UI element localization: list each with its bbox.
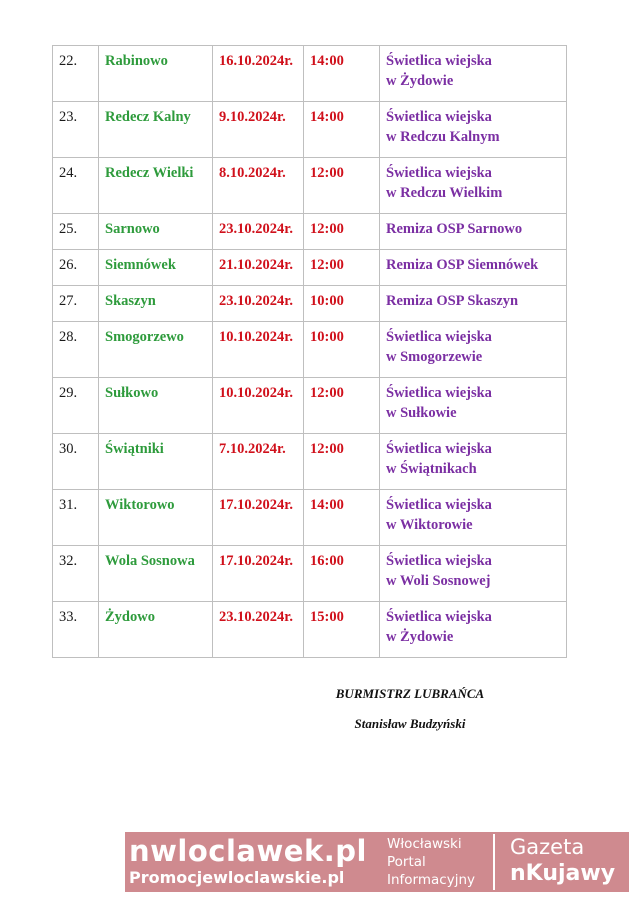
row-number: 29. [53, 378, 99, 434]
row-number: 30. [53, 434, 99, 490]
row-number: 26. [53, 250, 99, 286]
meeting-place [380, 378, 567, 434]
table-row [53, 434, 567, 490]
table-row [53, 322, 567, 378]
row-number: 25. [53, 214, 99, 250]
meeting-time: 10:00 [304, 322, 380, 378]
meeting-place [380, 434, 567, 490]
row-number: 24. [53, 158, 99, 214]
meeting-place-line: Świetlica wiejska [386, 329, 492, 345]
meeting-place [380, 286, 567, 322]
meeting-place-line: w Sułkowie [386, 405, 457, 421]
meeting-time: 14:00 [304, 490, 380, 546]
meeting-place-line: Świetlica wiejska [386, 441, 492, 457]
meeting-place-line: w Redczu Wielkim [386, 185, 503, 201]
mayor-name: Stanisław Budzyński [354, 716, 466, 731]
meeting-date: 10.10.2024r. [213, 322, 304, 378]
village-name: Redecz Wielki [99, 158, 213, 214]
meeting-time: 12:00 [304, 158, 380, 214]
table-row [53, 378, 567, 434]
meeting-place-line: w Woli Sosnowej [386, 573, 491, 589]
table-row [53, 286, 567, 322]
table-row [53, 158, 567, 214]
meeting-date: 10.10.2024r. [213, 378, 304, 434]
meeting-place-line: Świetlica wiejska [386, 165, 492, 181]
meeting-place [380, 102, 567, 158]
meeting-place-line: Świetlica wiejska [386, 609, 492, 625]
row-number: 22. [53, 46, 99, 102]
schedule-table-body [53, 46, 567, 658]
banner-promo[interactable]: Promocjewloclawskie.pl [129, 868, 345, 887]
meeting-date: 23.10.2024r. [213, 214, 304, 250]
village-name: Siemnówek [99, 250, 213, 286]
banner-portal [387, 835, 475, 889]
meeting-place [380, 490, 567, 546]
village-name: Redecz Kalny [99, 102, 213, 158]
meeting-place-line: Świetlica wiejska [386, 497, 492, 513]
banner-portal-line: Informacyjny [387, 872, 475, 888]
meeting-time: 15:00 [304, 602, 380, 658]
meeting-place [380, 322, 567, 378]
meeting-place-line: Świetlica wiejska [386, 53, 492, 69]
banner-portal-line: Włocławski [387, 836, 462, 852]
meeting-place-line: Remiza OSP Sarnowo [386, 221, 523, 237]
table-row [53, 250, 567, 286]
meeting-place-line: Remiza OSP Siemnówek [386, 257, 539, 273]
table-row [53, 602, 567, 658]
meeting-place-line: Remiza OSP Skaszyn [386, 293, 519, 309]
village-name: Świątniki [99, 434, 213, 490]
meeting-place [380, 250, 567, 286]
village-name: Sarnowo [99, 214, 213, 250]
village-name: Żydowo [99, 602, 213, 658]
table-row [53, 490, 567, 546]
table-row [53, 546, 567, 602]
meeting-time: 12:00 [304, 214, 380, 250]
meeting-time: 12:00 [304, 378, 380, 434]
row-number: 23. [53, 102, 99, 158]
meeting-place [380, 214, 567, 250]
village-name: Wiktorowo [99, 490, 213, 546]
meeting-place-line: w Smogorzewie [386, 349, 483, 365]
schedule-table [52, 45, 567, 658]
row-number: 27. [53, 286, 99, 322]
table-row [53, 214, 567, 250]
meeting-place-line: Świetlica wiejska [386, 385, 492, 401]
meeting-date: 23.10.2024r. [213, 602, 304, 658]
meeting-date: 17.10.2024r. [213, 490, 304, 546]
meeting-date: 9.10.2024r. [213, 102, 304, 158]
village-name: Wola Sosnowa [99, 546, 213, 602]
meeting-date: 16.10.2024r. [213, 46, 304, 102]
meeting-place [380, 546, 567, 602]
banner-site[interactable]: nwloclawek.pl [129, 834, 367, 868]
village-name: Skaszyn [99, 286, 213, 322]
table-row [53, 46, 567, 102]
meeting-place-line: w Świątnikach [386, 461, 477, 477]
village-name: Sułkowo [99, 378, 213, 434]
row-number: 31. [53, 490, 99, 546]
mayor-title: BURMISTRZ LUBRAŃCA [335, 686, 485, 701]
meeting-time: 12:00 [304, 250, 380, 286]
meeting-date: 17.10.2024r. [213, 546, 304, 602]
meeting-place [380, 46, 567, 102]
village-name: Rabinowo [99, 46, 213, 102]
banner-nkujawy[interactable]: nKujawy [510, 861, 616, 886]
meeting-date: 8.10.2024r. [213, 158, 304, 214]
banner-gazeta: Gazeta [510, 835, 585, 859]
meeting-place-line: Świetlica wiejska [386, 553, 492, 569]
meeting-place-line: Świetlica wiejska [386, 109, 492, 125]
meeting-date: 21.10.2024r. [213, 250, 304, 286]
village-name: Smogorzewo [99, 322, 213, 378]
meeting-place-line: w Żydowie [386, 629, 454, 645]
meeting-place [380, 602, 567, 658]
meeting-place-line: w Redczu Kalnym [386, 129, 500, 145]
meeting-time: 16:00 [304, 546, 380, 602]
footer-banner[interactable] [125, 832, 629, 892]
meeting-place-line: w Żydowie [386, 73, 454, 89]
row-number: 32. [53, 546, 99, 602]
meeting-time: 14:00 [304, 102, 380, 158]
meeting-time: 14:00 [304, 46, 380, 102]
meeting-date: 23.10.2024r. [213, 286, 304, 322]
meeting-time: 12:00 [304, 434, 380, 490]
banner-portal-line: Portal [387, 854, 426, 870]
meeting-place [380, 158, 567, 214]
meeting-time: 10:00 [304, 286, 380, 322]
meeting-place-line: w Wiktorowie [386, 517, 473, 533]
banner-divider [493, 834, 495, 890]
row-number: 28. [53, 322, 99, 378]
row-number: 33. [53, 602, 99, 658]
table-row [53, 102, 567, 158]
meeting-date: 7.10.2024r. [213, 434, 304, 490]
